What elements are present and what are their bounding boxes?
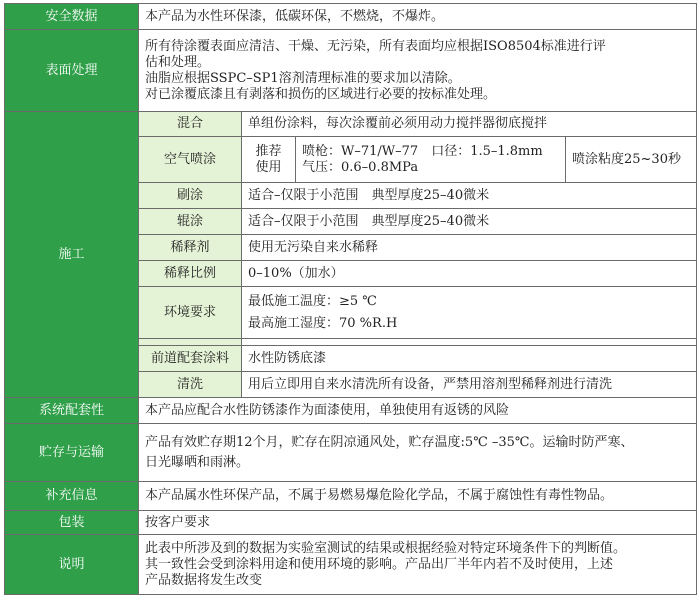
recommend-line: 推荐 [255, 143, 282, 159]
notes-label: 说明 [5, 535, 139, 595]
spacer-cell [139, 339, 242, 346]
system-value: 本产品应配合水性防锈漆作为面漆使用，单独使用有返锈的风险 [139, 398, 697, 424]
roller-label: 辊涂 [139, 209, 242, 235]
notes-line: 其一致性会受到涂料用途和使用环境的影响。产品出厂半年内若不及时使用，上述 [145, 556, 614, 572]
environment-label: 环境要求 [139, 287, 242, 339]
thinner-ratio-label: 稀释比例 [139, 261, 242, 287]
spray-gun-line: 喷枪：W–71/W–77 口径：1.5–1.8mm [302, 143, 543, 159]
cleaning-value: 用后立即用自来水清洗所有设备，严禁用溶剂型稀释剂进行清洗 [242, 372, 697, 398]
spray-label: 空气喷涂 [139, 137, 242, 183]
row-packaging [5, 511, 697, 535]
spray-pressure-line: 气压：0.6–0.8MPa [302, 159, 419, 175]
env-line: 最低施工温度：≥5 ℃ [248, 293, 377, 309]
storage-line: 产品有效贮存期12个月，贮存在阴凉通风处，贮存温度:5℃ –35℃。运输时防严寒、 [145, 434, 634, 450]
notes-value [139, 535, 697, 595]
cleaning-label: 清洗 [139, 372, 242, 398]
mixing-value: 单组份涂料，每次涂覆前必须用动力搅拌器彻底搅拌 [242, 112, 697, 137]
safety-label: 安全数据 [5, 4, 139, 30]
extra-label: 补充信息 [5, 482, 139, 511]
notes-line: 此表中所涉及到的数据为实验室测试的结果或根据经验对特定环境条件下的判断值。 [145, 540, 627, 556]
row-mixing [5, 112, 697, 137]
thinner-ratio-value: 0–10%（加水） [242, 261, 697, 287]
surface-label: 表面处理 [5, 30, 139, 112]
spacer-cell [242, 339, 697, 346]
storage-value [139, 424, 697, 482]
notes-line: 产品数据将发生改变 [145, 572, 263, 588]
environment-value [242, 287, 697, 339]
brush-value: 适合–仅限于小范围 典型厚度25–40微米 [242, 183, 697, 209]
spray-params [296, 137, 566, 183]
packaging-value: 按客户要求 [139, 511, 697, 535]
safety-value: 本产品为水性环保漆，低碳环保，不燃烧，不爆炸。 [139, 4, 697, 30]
recommend-line: 使用 [255, 159, 282, 175]
spec-table [4, 3, 697, 595]
extra-value: 本产品属水性环保产品，不属于易燃易爆危险化学品，不属于腐蚀性有毒性物品。 [139, 482, 697, 511]
roller-value: 适合–仅限于小范围 典型厚度25–40微米 [242, 209, 697, 235]
surface-value [139, 30, 697, 112]
thinner-value: 使用无污染自来水稀释 [242, 235, 697, 261]
primer-label: 前道配套涂料 [139, 346, 242, 372]
spray-recommend [242, 137, 296, 183]
row-safety [5, 4, 697, 30]
surface-line: 油脂应根据SSPC–SP1溶剂清理标准的要求加以清除。 [145, 70, 461, 86]
surface-line: 对已涂覆底漆且有剥落和损伤的区域进行必要的按标准处理。 [145, 86, 497, 102]
system-label: 系统配套性 [5, 398, 139, 424]
storage-line: 日光曝晒和雨淋。 [145, 454, 250, 470]
thinner-label: 稀释剂 [139, 235, 242, 261]
row-extra [5, 482, 697, 511]
packaging-label: 包装 [5, 511, 139, 535]
primer-value: 水性防锈底漆 [242, 346, 697, 372]
row-notes [5, 535, 697, 595]
row-surface [5, 30, 697, 112]
mixing-label: 混合 [139, 112, 242, 137]
row-system [5, 398, 697, 424]
row-storage [5, 424, 697, 482]
construction-label: 施工 [5, 112, 139, 398]
storage-label: 贮存与运输 [5, 424, 139, 482]
spray-viscosity: 喷涂粘度25~30秒 [566, 137, 697, 183]
surface-line: 估和处理。 [145, 54, 211, 70]
brush-label: 刷涂 [139, 183, 242, 209]
env-line: 最高施工湿度：70 %R.H [248, 315, 398, 331]
surface-line: 所有待涂覆表面应清洁、干燥、无污染，所有表面均应根据ISO8504标准进行评 [145, 38, 606, 54]
